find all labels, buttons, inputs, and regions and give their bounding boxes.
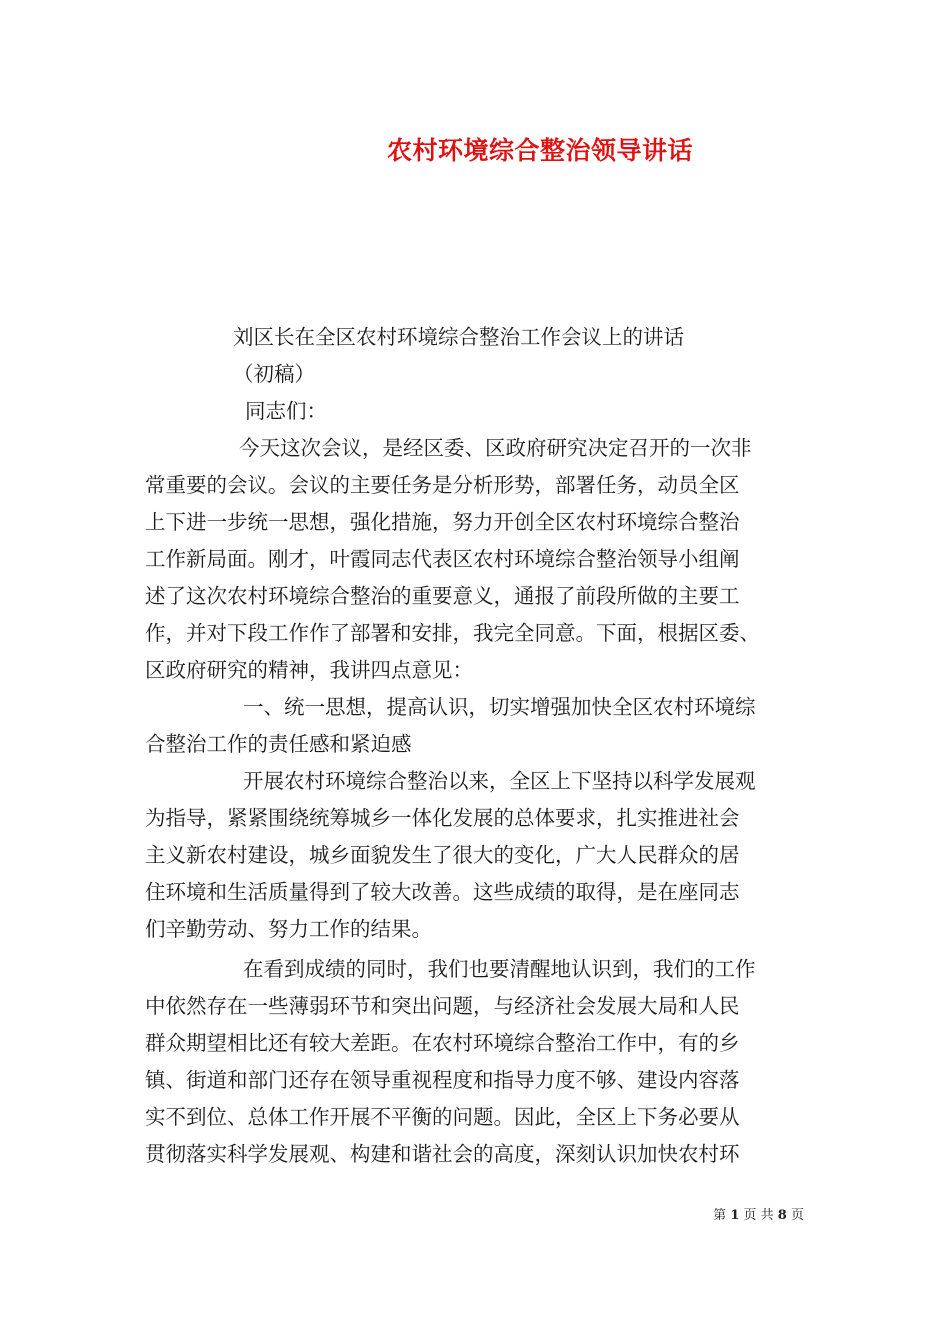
current-page-number: 1 [730, 1208, 740, 1223]
paragraph-line: 主义新农村建设，城乡面貌发生了很大的变化，广大人民群众的居 [145, 843, 740, 867]
footer-middle: 页 共 [743, 1208, 774, 1223]
footer-suffix: 页 [790, 1208, 804, 1223]
paragraph-line: 工作新局面。刚才，叶霞同志代表区农村环境综合整治领导小组阐 [145, 547, 740, 571]
paragraph-line: 镇、街道和部门还存在领导重视程度和指导力度不够、建设内容落 [145, 1068, 740, 1092]
paragraph-line: 为指导，紧紧围绕统筹城乡一体化发展的总体要求，扎实推进社会 [145, 806, 740, 830]
paragraph-line: 述了这次农村环境综合整治的重要意义，通报了前段所做的主要工 [145, 584, 740, 608]
speech-subtitle: 刘区长在全区农村环境综合整治工作会议上的讲话 [233, 325, 684, 349]
paragraph-line: 作，并对下段工作作了部署和安排，我完全同意。下面，根据区委、 [145, 621, 760, 645]
paragraph-line: 区政府研究的精神，我讲四点意见： [145, 658, 473, 682]
paragraph-line: 中依然存在一些薄弱环节和突出问题，与经济社会发展大局和人民 [145, 994, 740, 1018]
paragraph-line: 开展农村环境综合整治以来，全区上下坚持以科学发展观 [243, 769, 756, 793]
paragraph-line: 群众期望相比还有较大差距。在农村环境综合整治工作中，有的乡 [145, 1031, 740, 1055]
paragraph-line: 上下进一步统一思想，强化措施，努力开创全区农村环境综合整治 [145, 510, 740, 534]
paragraph-line: 们辛勤劳动、努力工作的结果。 [145, 917, 432, 941]
draft-note: （初稿） [233, 362, 315, 386]
salutation: 同志们： [245, 399, 327, 423]
paragraph-line: 住环境和生活质量得到了较大改善。这些成绩的取得，是在座同志 [145, 880, 740, 904]
section-heading-line: 合整治工作的责任感和紧迫感 [145, 732, 412, 756]
footer-prefix: 第 [713, 1208, 727, 1223]
paragraph-line: 常重要的会议。会议的主要任务是分析形势，部署任务，动员全区 [145, 473, 740, 497]
total-page-number: 8 [777, 1208, 787, 1223]
paragraph-line: 实不到位、总体工作开展不平衡的问题。因此，全区上下务必要从 [145, 1105, 740, 1129]
paragraph-line: 今天这次会议，是经区委、区政府研究决定召开的一次非 [239, 436, 752, 460]
paragraph-line: 贯彻落实科学发展观、构建和谐社会的高度，深刻认识加快农村环 [145, 1142, 740, 1166]
section-heading-line: 一、统一思想，提高认识，切实增强加快全区农村环境综 [243, 695, 756, 719]
document-title: 农村环境综合整治领导讲话 [386, 136, 693, 165]
paragraph-line: 在看到成绩的同时，我们也要清醒地认识到，我们的工作 [243, 957, 756, 981]
page-footer [713, 1204, 804, 1223]
